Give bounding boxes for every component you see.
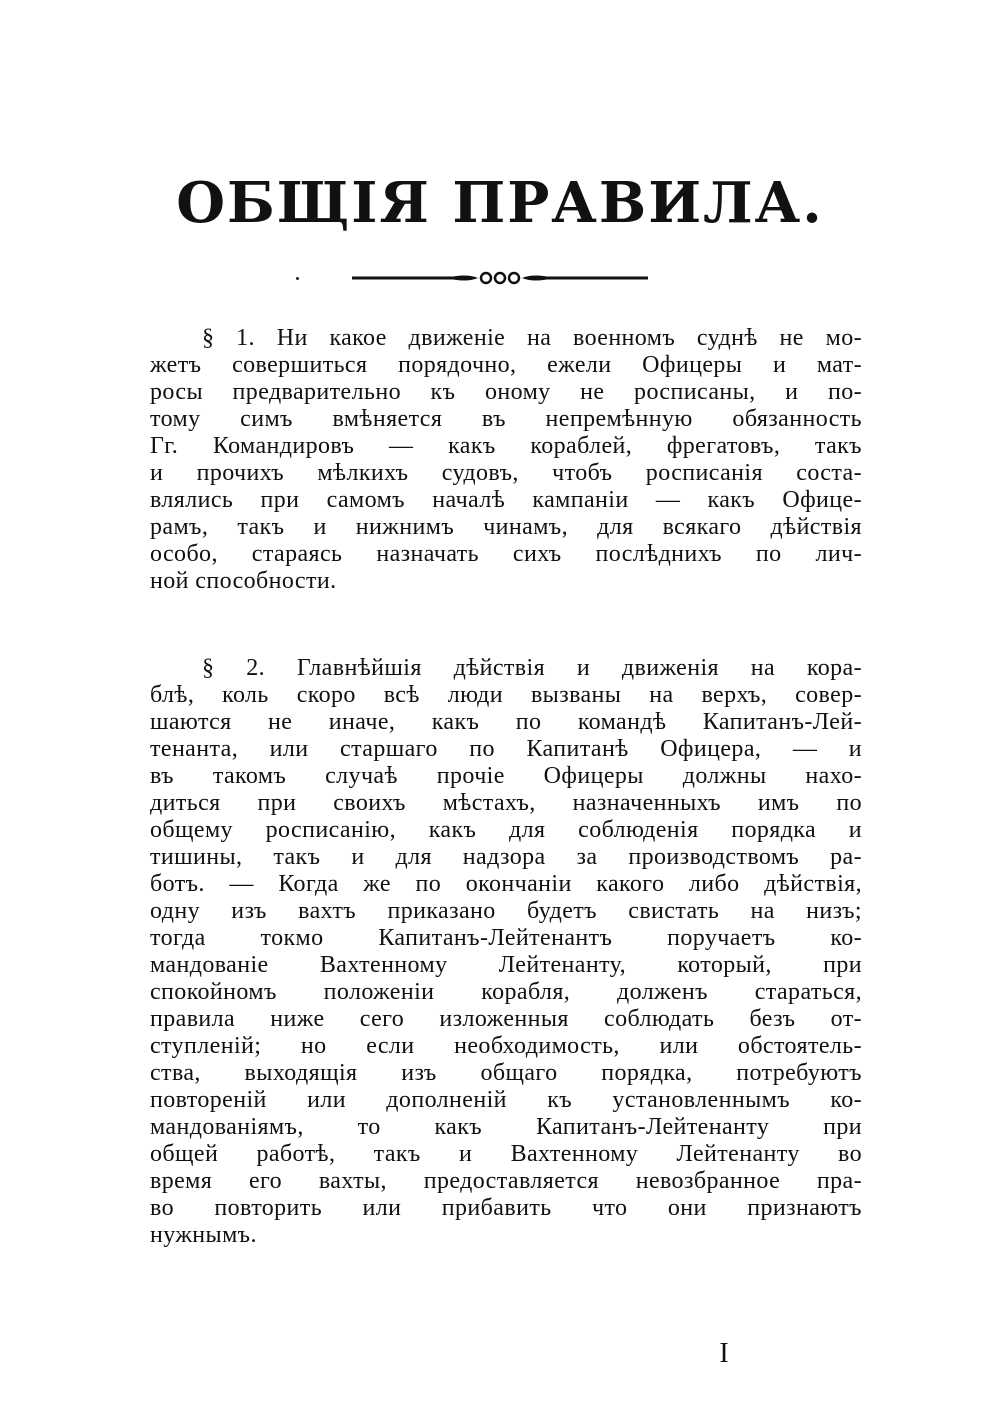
paragraph-line: § 2. Главнѣйшія дѣйствія и движенія на кора- xyxy=(202,655,862,681)
paragraph-line: Гг. Командировъ — какъ кораблей, фрегатовъ, такъ xyxy=(150,433,862,459)
page-number: I xyxy=(719,1338,729,1369)
paragraph-line: во повторить или прибавить что они признаютъ xyxy=(150,1195,862,1221)
paragraph-line: тенанта, или старшаго по Капитанѣ Офицера, — и xyxy=(150,736,862,762)
paragraph-line: мандованіе Вахтенному Лейтенанту, который, при xyxy=(150,952,862,978)
paragraph-line: ства, выходящія изъ общаго порядка, потребуютъ xyxy=(150,1060,862,1086)
paragraph-line: § 1. Ни какое движеніе на военномъ суднѣ не мо- xyxy=(202,325,862,351)
paragraph-line: и прочихъ мѣлкихъ судовъ, чтобъ росписанія соста- xyxy=(150,460,862,486)
paragraph-line: блѣ, коль скоро всѣ люди вызваны на верхъ, совер- xyxy=(150,682,862,708)
paragraph-line: общей работѣ, такъ и Вахтенному Лейтенанту во xyxy=(150,1141,862,1167)
paragraph-line: правила ниже сего изложенныя соблюдать безъ от- xyxy=(150,1006,862,1032)
paragraph-line: время его вахты, предоставляется невозбранное пра- xyxy=(150,1168,862,1194)
paragraph-line: мандованіямъ, то какъ Капитанъ-Лейтенанту при xyxy=(150,1114,862,1140)
paragraph-line: особо, стараясь назначать сихъ послѣднихъ по лич- xyxy=(150,541,862,567)
paragraph-line: повтореній или дополненій къ установленнымъ ко- xyxy=(150,1087,862,1113)
paragraph-line: въ такомъ случаѣ прочіе Офицеры должны нахо- xyxy=(150,763,862,789)
paragraph-line: росы предварительно къ оному не росписаны, и по- xyxy=(150,379,862,405)
paragraph-line: одну изъ вахтъ приказано будетъ свистать на низъ; xyxy=(150,898,862,924)
paragraph-line: нужнымъ. xyxy=(150,1222,257,1248)
paragraph-line: влялись при самомъ началѣ кампаніи — какъ Офице- xyxy=(150,487,862,513)
paragraph-line: ступленій; но если необходимость, или обстоятель- xyxy=(150,1033,862,1059)
paragraph-line: рамъ, такъ и нижнимъ чинамъ, для всякаго дѣйствія xyxy=(150,514,862,540)
decorative-divider-icon xyxy=(350,266,650,290)
paragraph-line: тишины, такъ и для надзора за производствомъ ра- xyxy=(150,844,862,870)
paragraph-line: ной способности. xyxy=(150,568,337,594)
paragraph-line: диться при своихъ мѣстахъ, назначенныхъ имъ по xyxy=(150,790,862,816)
paragraph-1 xyxy=(150,325,862,595)
paragraph-line: тому симъ вмѣняется въ непремѣнную обязанность xyxy=(150,406,862,432)
paragraph-2 xyxy=(150,655,862,1249)
paragraph-line: спокойномъ положеніи корабля, долженъ стараться, xyxy=(150,979,862,1005)
paragraph-line: ботъ. — Когда же по окончаніи какого либо дѣйствія, xyxy=(150,871,862,897)
ink-speck xyxy=(296,277,299,280)
paragraph-line: жетъ совершиться порядочно, ежели Офицеры и мат- xyxy=(150,352,862,378)
paragraph-line: общему росписанію, какъ для соблюденія порядка и xyxy=(150,817,862,843)
paragraph-line: шаются не иначе, какъ по командѣ Капитанъ-Лей- xyxy=(150,709,862,735)
paragraph-line: тогда токмо Капитанъ-Лейтенантъ поручаетъ ко- xyxy=(150,925,862,951)
page-title: ОБЩІЯ ПРАВИЛА. xyxy=(176,170,824,236)
